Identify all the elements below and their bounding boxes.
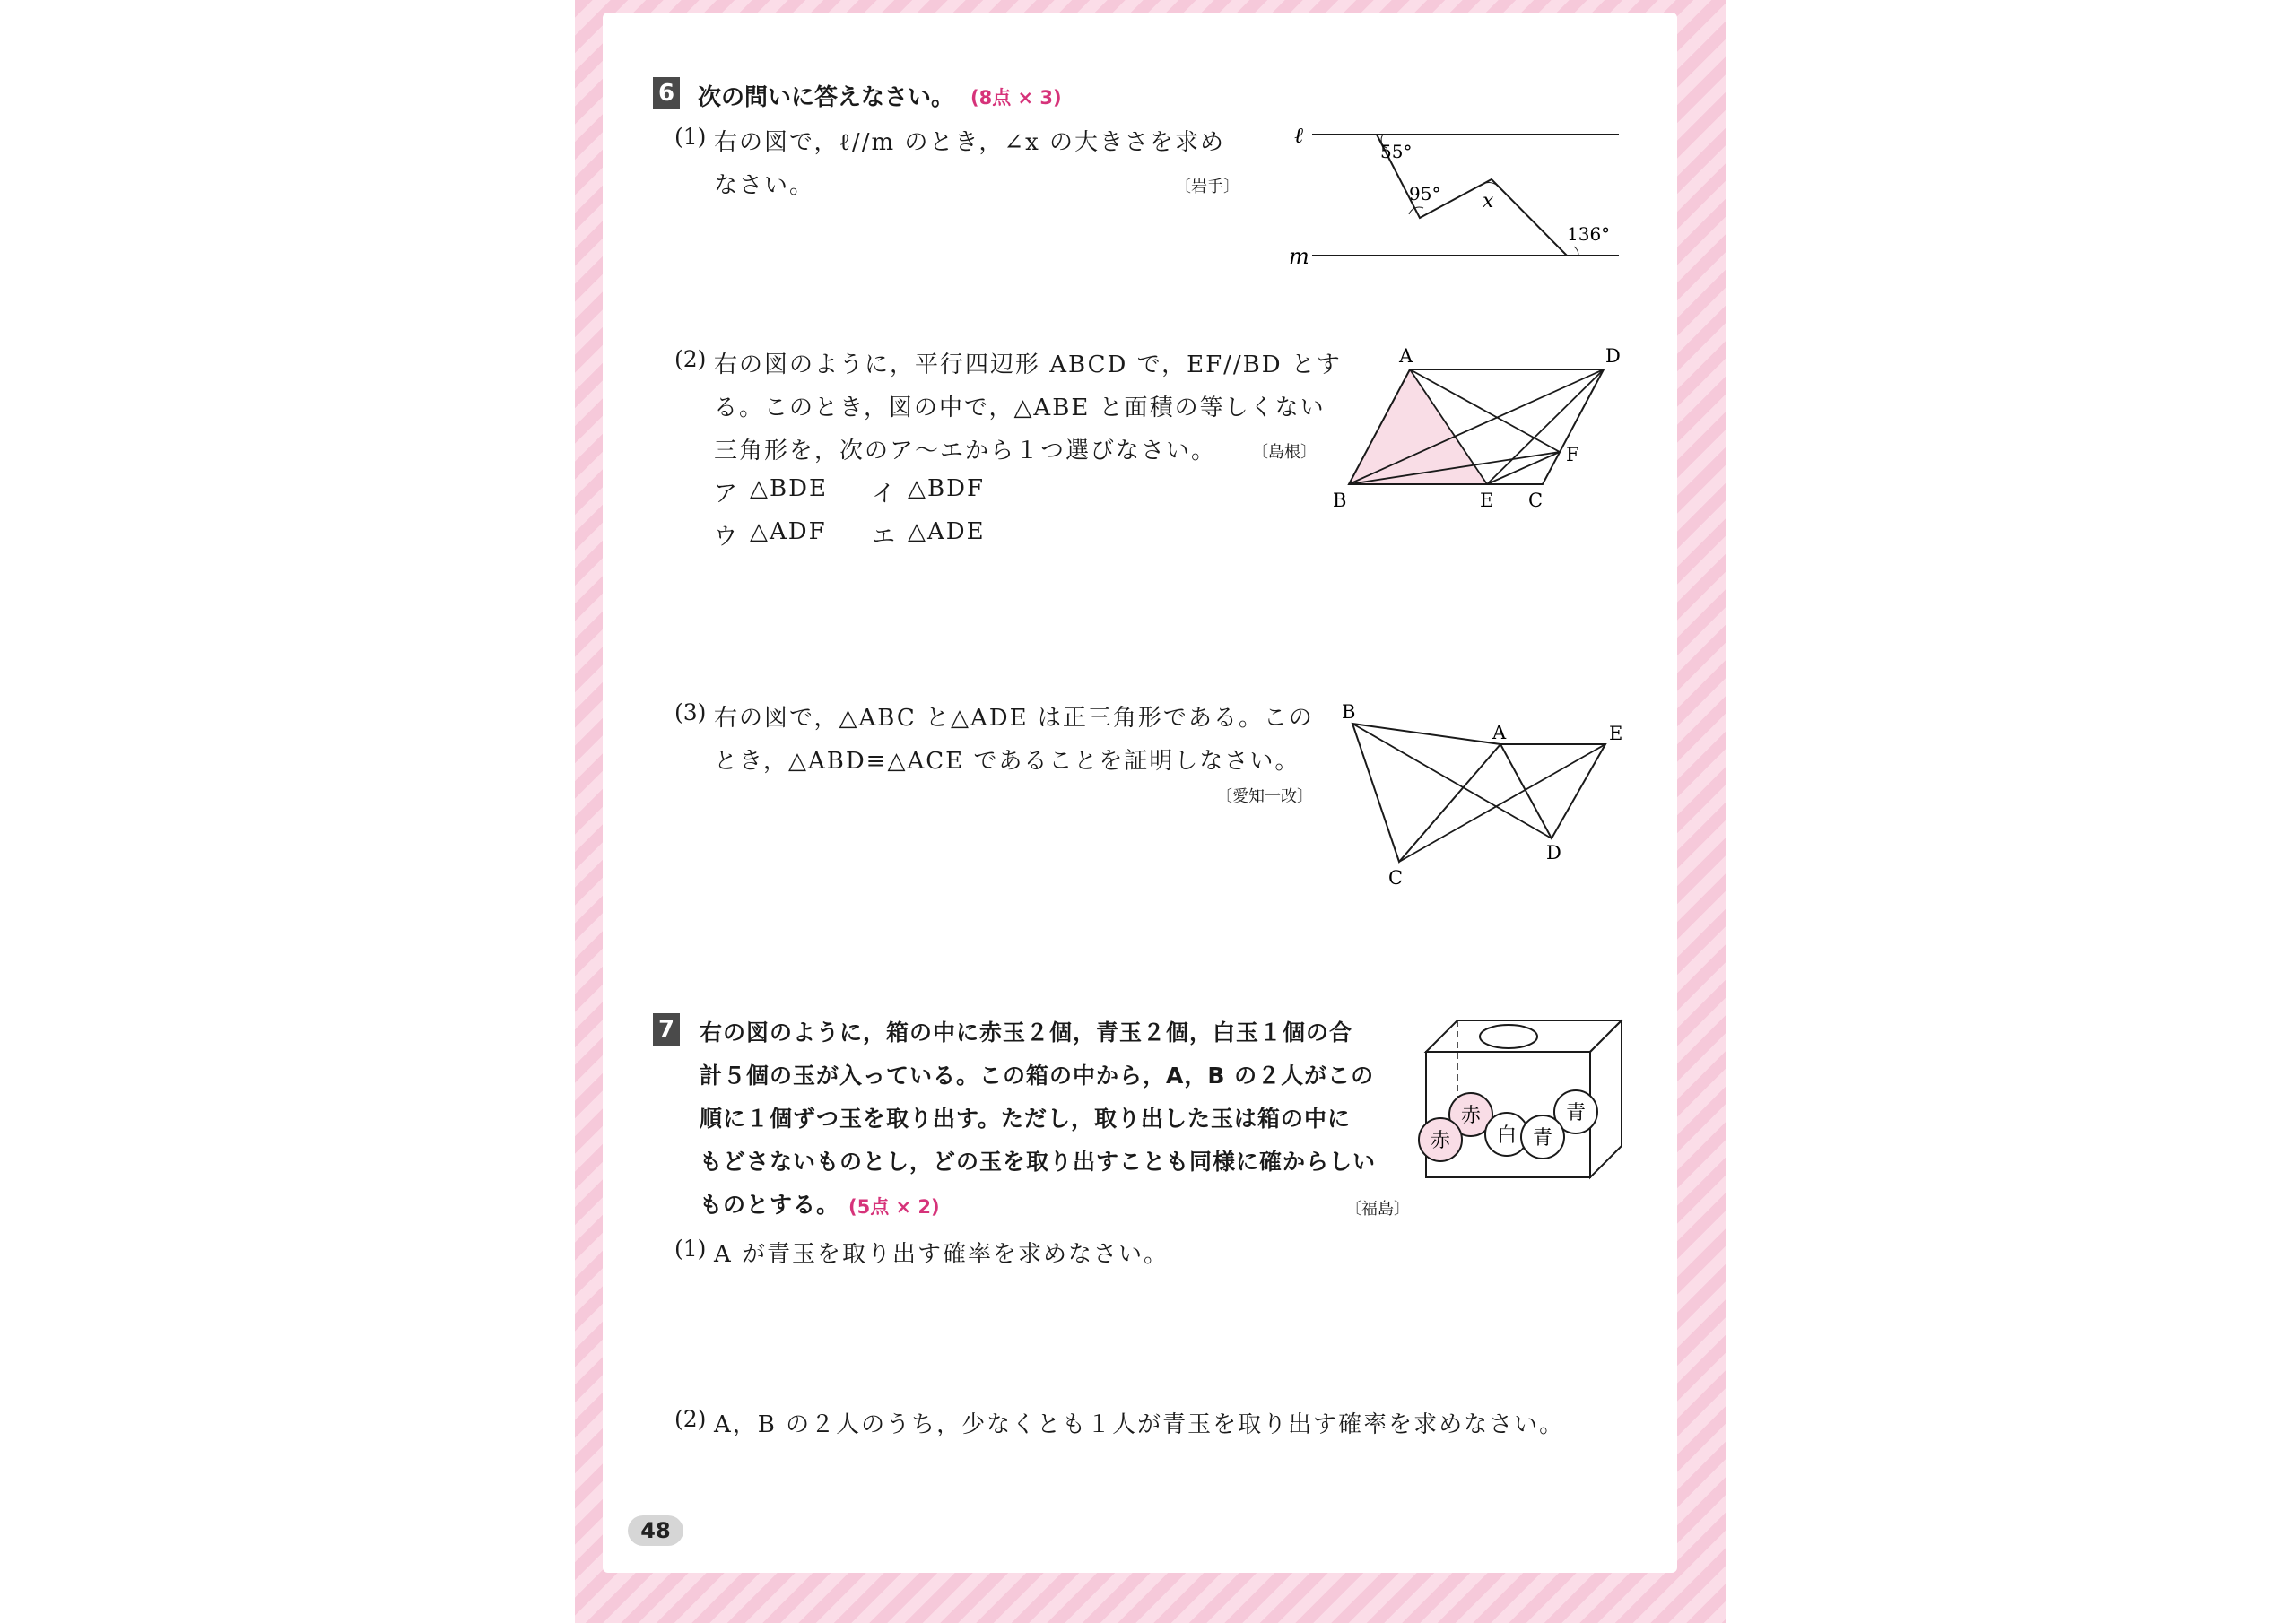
question-text: もどさないものとし，どの玉を取り出すことも同様に確からしい: [700, 1149, 1377, 1175]
choice-label: イ: [872, 481, 898, 508]
box-side: [1590, 1020, 1622, 1177]
question-text: なさい。: [714, 172, 815, 199]
parallel-lines-figure: [1278, 112, 1637, 269]
sub-question-number: (2): [674, 1406, 707, 1432]
source-note: 〔愛知一改〕: [1216, 787, 1313, 806]
angle-arc-136: [1574, 247, 1578, 256]
white-ball-label: 白: [1496, 1124, 1518, 1147]
source-note: 〔島根〕: [1252, 443, 1317, 462]
question-text: A，B の２人のうち，少なくとも１人が青玉を取り出す確率を求めなさい。: [714, 1411, 1565, 1438]
question-6-points: (8点 × 3): [970, 87, 1062, 108]
choice-text: △ADE: [908, 518, 986, 545]
question-text: 順に１個ずつ玉を取り出す。ただし，取り出した玉は箱の中に: [700, 1106, 1352, 1132]
vertex-E: E: [1609, 723, 1623, 744]
question-text: 右の図で，△ABC と△ADE は正三角形である。この: [714, 705, 1314, 732]
page-number: 48: [628, 1515, 683, 1546]
vertex-C: C: [1528, 490, 1544, 511]
question-text: とき，△ABD≡△ACE であることを証明しなさい。: [714, 748, 1300, 775]
blue-ball-label: 青: [1565, 1102, 1587, 1124]
question-text: A が青玉を取り出す確率を求めなさい。: [714, 1241, 1170, 1268]
vertex-C: C: [1388, 867, 1404, 889]
label-95: 95°: [1409, 183, 1441, 204]
question-text: ものとする。: [700, 1192, 840, 1218]
source-note: 〔福島〕: [1345, 1200, 1410, 1219]
triangles-figure: [1327, 695, 1637, 897]
box-of-balls-figure: [1417, 1011, 1641, 1191]
choice-text: △BDE: [750, 475, 828, 502]
choice-label: ア: [714, 481, 740, 508]
vertex-B: B: [1342, 701, 1356, 723]
red-ball-label: 赤: [1460, 1105, 1482, 1127]
question-number-6: 6: [653, 77, 680, 109]
source-note: 〔岩手〕: [1175, 178, 1239, 196]
segment-BD: [1352, 724, 1552, 838]
question-6-title: 次の問いに答えなさい。: [698, 84, 955, 111]
red-ball-label: 赤: [1430, 1130, 1451, 1152]
label-55: 55°: [1380, 141, 1413, 162]
question-text: 右の図で，ℓ//m のとき，∠x の大きさを求め: [714, 129, 1226, 156]
choice-label: ウ: [714, 524, 740, 551]
question-7-points: (5点 × 2): [848, 1196, 940, 1218]
sub-question-number: (1): [674, 1236, 707, 1262]
vertex-D: D: [1546, 842, 1561, 864]
triangle-ADE: [1500, 744, 1605, 838]
blue-ball-label: 青: [1532, 1127, 1553, 1150]
question-text: 三角形を，次のア～エから１つ選びなさい。: [714, 438, 1217, 464]
box-opening: [1480, 1025, 1537, 1048]
sub-question-number: (2): [674, 346, 707, 372]
question-text: る。このとき，図の中で，△ABE と面積の等しくない: [714, 395, 1326, 421]
label-m: m: [1289, 244, 1309, 269]
triangle-ABC: [1352, 724, 1500, 862]
question-text: 右の図のように，箱の中に赤玉２個，青玉２個，白玉１個の合: [700, 1020, 1353, 1046]
sub-question-number: (3): [674, 699, 707, 725]
choice-text: △BDF: [908, 475, 985, 502]
vertex-D: D: [1605, 345, 1621, 367]
segment-CE: [1399, 744, 1605, 862]
question-text: 計５個の玉が入っている。この箱の中から，A，B の２人がこの: [700, 1063, 1375, 1089]
sub-question-number: (1): [674, 124, 707, 150]
choice-label: エ: [872, 524, 898, 551]
vertex-F: F: [1566, 444, 1579, 465]
question-text: 右の図のように，平行四辺形 ABCD で，EF//BD とす: [714, 352, 1342, 378]
segment-ED: [1487, 369, 1604, 484]
label-l: ℓ: [1294, 123, 1303, 148]
vertex-A: A: [1492, 722, 1507, 743]
label-x: x: [1483, 190, 1494, 213]
choice-text: △ADF: [750, 518, 827, 545]
question-number-7: 7: [653, 1013, 680, 1046]
vertex-B: B: [1333, 490, 1347, 511]
vertex-E: E: [1480, 490, 1494, 511]
parallelogram-figure: [1318, 341, 1637, 516]
vertex-A: A: [1399, 345, 1413, 367]
label-136: 136°: [1567, 223, 1611, 245]
